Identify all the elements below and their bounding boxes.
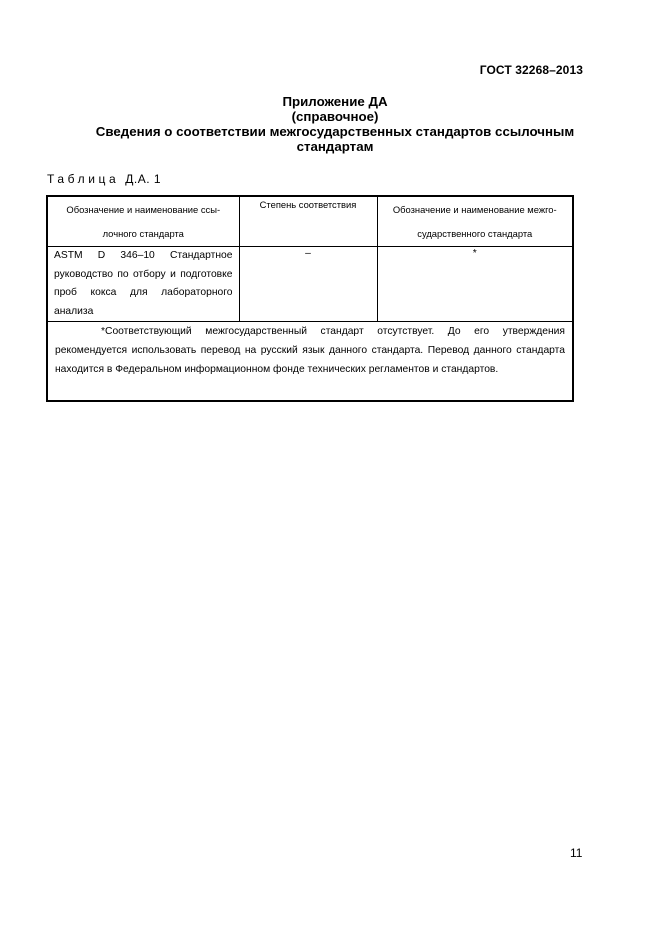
standards-correspondence-table: [46, 195, 574, 402]
appendix-heading-line-1: Сведения о соответствии межгосударственных стандартов ссылочным: [95, 124, 575, 139]
cell-interstate-standard: *: [377, 247, 573, 322]
header-reference-standard-line-1: Обозначение и наименование ссы-: [66, 204, 221, 215]
table-header-row: [47, 196, 573, 247]
cell-reference-standard: ASTM D 346–10 Стандартное руководство по отбору и подготовке проб кокса для лабораторного анализа: [47, 247, 239, 322]
header-degree-of-correspondence: [239, 196, 377, 247]
table-footnote-row: [47, 322, 573, 402]
page-number: 11: [570, 846, 583, 860]
header-degree-line-1: Степень соответствия: [259, 199, 357, 210]
appendix-heading-line-2: стандартам: [296, 139, 374, 154]
table-row: [47, 247, 573, 322]
footnote-text: *Соответствующий межгосударственный стандарт отсутствует. До его утверждения рекомендуется использовать перевод на русский язык данного стандарта. Перевод данного стандарта находится в Федеральном информационном фонде технических регламентов и стандартов.: [55, 326, 565, 375]
header-interstate-standard-line-1: Обозначение и наименование межго-: [392, 204, 557, 215]
table-caption: [47, 172, 161, 186]
header-reference-standard-line-2: лочного стандарта: [102, 228, 184, 239]
cell-degree: –: [239, 247, 377, 322]
appendix-heading: [40, 94, 630, 154]
document-code: ГОСТ 32268–2013: [479, 63, 583, 77]
table-caption-word: Таблица: [47, 172, 120, 186]
appendix-status: (справочное): [291, 109, 379, 124]
footnote-cell: [47, 322, 573, 402]
appendix-title: Приложение ДА: [282, 94, 388, 109]
header-reference-standard: [47, 196, 239, 247]
header-interstate-standard-line-2: сударственного стандарта: [417, 228, 533, 239]
table-caption-number: Д.А. 1: [125, 172, 162, 186]
header-interstate-standard: [377, 196, 573, 247]
